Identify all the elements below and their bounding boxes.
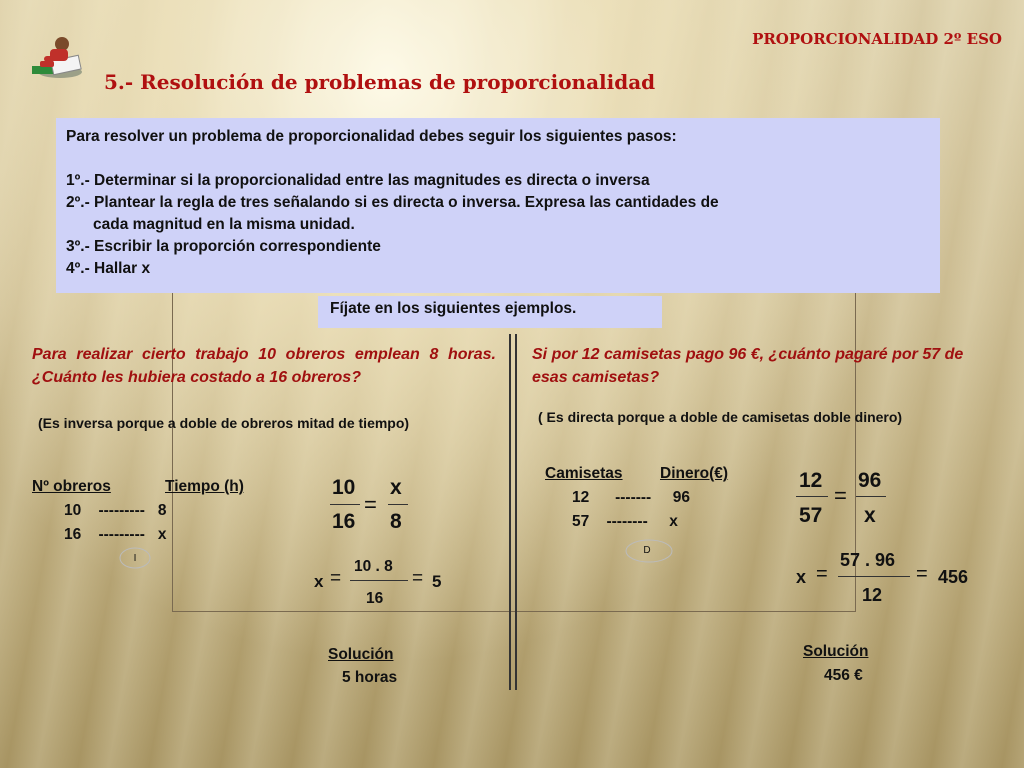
left-calc-den: 16: [366, 590, 384, 607]
left-note: (Es inversa porque a doble de obreros mitad de tiempo): [38, 415, 410, 431]
right-solution-value: 456 €: [824, 667, 863, 684]
step-1: 1º.- Determinar si la proporcionalidad entre las magnitudes es directa o inversa: [66, 172, 650, 189]
left-row-2: 16 --------- x: [64, 526, 167, 543]
left-col-obreros: Nº obreros: [32, 478, 111, 495]
right-col-camisetas: Camisetas: [545, 465, 623, 482]
right-calc-line: [838, 576, 910, 577]
left-calc-eq1: =: [330, 568, 342, 589]
inverse-mark: I: [133, 553, 137, 564]
steps-box: [56, 118, 940, 293]
steps-intro: Para resolver un problema de proporcionalidad debes seguir los siguientes pasos:: [66, 128, 677, 145]
left-prop-line2: [388, 504, 408, 505]
right-calc-eq2: =: [916, 563, 928, 585]
left-prop-num1: 10: [332, 476, 356, 499]
right-prop-num2: 96: [858, 469, 882, 492]
right-problem: Si por 12 camisetas pago 96 €, ¿cuánto pagaré por 57 de esas camisetas?: [532, 346, 964, 386]
direct-mark: D: [643, 545, 651, 556]
right-prop-line2: [856, 496, 886, 497]
left-solution-label: Solución: [328, 646, 394, 663]
left-prop-line1: [330, 504, 360, 505]
examples-label: Fíjate en los siguientes ejemplos.: [318, 296, 662, 328]
right-row-2: 57 -------- x: [572, 513, 678, 530]
left-prop-eq: =: [364, 492, 377, 517]
column-divider: [509, 334, 517, 690]
left-prop-den1: 16: [332, 510, 356, 533]
left-problem: Para realizar cierto trabajo 10 obreros emplean 8 horas. ¿Cuánto les hubiera costado a 16 obreros?: [32, 346, 496, 386]
right-prop-line1: [796, 496, 828, 497]
right-calc-result: 456: [938, 567, 969, 587]
right-solution-label: Solución: [803, 643, 869, 660]
right-prop-eq: =: [834, 483, 847, 508]
page-title: 5.- Resolución de problemas de proporcionalidad: [104, 70, 656, 94]
right-prop-den2: x: [864, 504, 876, 527]
step-2: 2º.- Plantear la regla de tres señalando si es directa o inversa. Expresa las cantidades de: [66, 194, 719, 211]
course-header: PROPORCIONALIDAD 2º ESO: [752, 30, 1002, 48]
right-calc-x: x: [796, 567, 807, 587]
left-row-1: 10 --------- 8: [64, 502, 167, 519]
left-calc-eq2: =: [412, 568, 424, 589]
left-calc-num: 10 . 8: [354, 558, 393, 575]
left-solution-value: 5 horas: [342, 669, 398, 686]
left-prop-den2: 8: [390, 510, 402, 533]
left-prop-num2: x: [390, 476, 402, 499]
right-col-dinero: Dinero(€): [660, 465, 729, 482]
right-note: ( Es directa porque a doble de camisetas doble dinero): [538, 409, 903, 425]
right-calc-den: 12: [862, 585, 883, 605]
left-col-tiempo: Tiempo (h): [165, 478, 244, 495]
student-book-icon: [26, 36, 86, 80]
left-calc-line: [350, 580, 408, 581]
step-2-continued: cada magnitud en la misma unidad.: [93, 216, 355, 233]
right-prop-num1: 12: [799, 469, 823, 492]
right-row-1: 12 ------- 96: [572, 489, 690, 506]
right-calc-num: 57 . 96: [840, 550, 896, 570]
step-4: 4º.- Hallar x: [66, 260, 151, 277]
left-calc-result: 5: [432, 572, 442, 591]
left-calc-x: x: [314, 572, 324, 591]
step-3: 3º.- Escribir la proporción correspondiente: [66, 238, 381, 255]
right-prop-den1: 57: [799, 504, 823, 527]
right-calc-eq1: =: [816, 563, 828, 585]
